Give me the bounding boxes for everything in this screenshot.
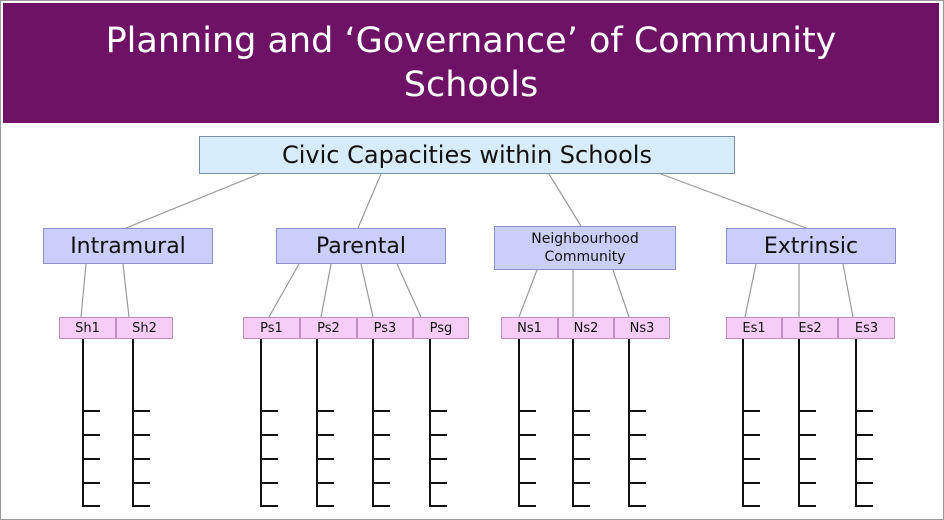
root-node: Civic Capacities within Schools bbox=[199, 136, 735, 174]
leaf-ns3: Ns3 bbox=[614, 317, 670, 339]
root-connector bbox=[126, 174, 259, 228]
category-connector bbox=[745, 264, 756, 317]
category-connector bbox=[81, 264, 86, 317]
root-connector bbox=[661, 174, 806, 228]
slide-title: Planning and ‘Governance’ of Community Schools bbox=[105, 21, 837, 105]
category-connector bbox=[321, 264, 331, 317]
category-connector bbox=[123, 264, 129, 317]
leaf-sh1: Sh1 bbox=[59, 317, 116, 339]
leaf-es1: Es1 bbox=[726, 317, 782, 339]
category-connector bbox=[519, 270, 537, 317]
leaf-ps1: Ps1 bbox=[243, 317, 300, 339]
root-connector bbox=[549, 174, 581, 226]
category-neighbourhood-community: Neighbourhood Community bbox=[494, 226, 676, 270]
category-connector bbox=[361, 264, 373, 317]
leaf-es3: Es3 bbox=[838, 317, 895, 339]
category-connector bbox=[843, 264, 853, 317]
category-connector bbox=[269, 264, 299, 317]
leaf-ns1: Ns1 bbox=[501, 317, 558, 339]
category-extrinsic: Extrinsic bbox=[726, 228, 896, 264]
leaf-ps2: Ps2 bbox=[300, 317, 357, 339]
leaf-psg: Psg bbox=[413, 317, 469, 339]
leaf-ps3: Ps3 bbox=[357, 317, 413, 339]
leaf-es2: Es2 bbox=[782, 317, 838, 339]
root-connector bbox=[358, 174, 381, 228]
category-parental: Parental bbox=[276, 228, 446, 264]
category-connector bbox=[397, 264, 421, 317]
category-intramural: Intramural bbox=[43, 228, 213, 264]
category-connector bbox=[613, 270, 629, 317]
leaf-ns2: Ns2 bbox=[558, 317, 614, 339]
leaf-sh2: Sh2 bbox=[116, 317, 173, 339]
